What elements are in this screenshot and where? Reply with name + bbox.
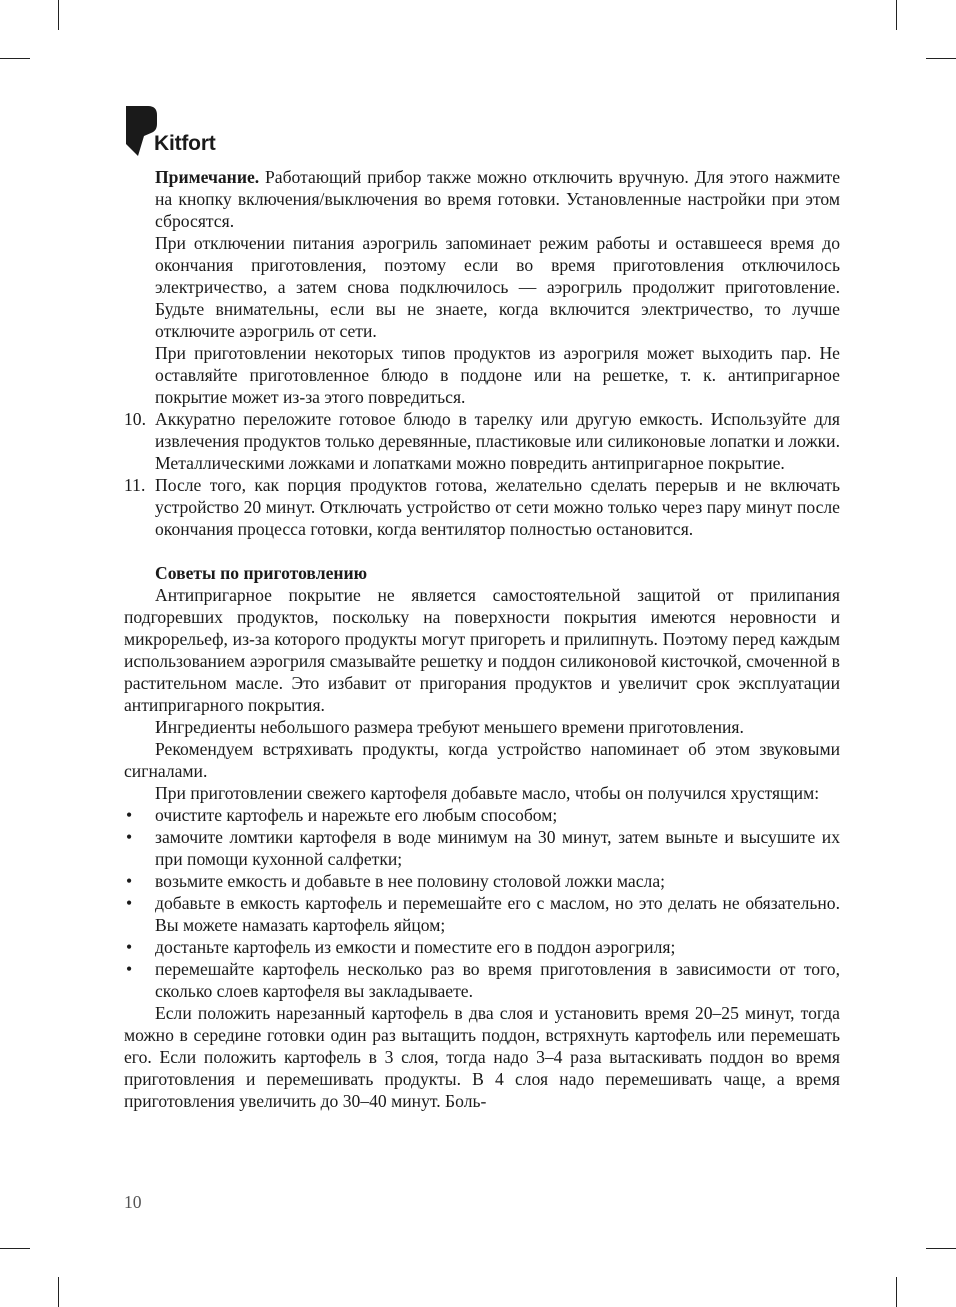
crop-mark — [58, 1277, 59, 1307]
crop-mark — [58, 0, 59, 30]
bullet-icon: • — [126, 893, 133, 913]
crop-mark — [926, 1248, 956, 1249]
bullet-text: перемешайте картофель несколько раз во время приготовления в зависимости от того, сколько слоев картофеля вы закладываете. — [155, 959, 840, 1001]
note-text: Работающий прибор также можно отключить вручную. Для этого нажмите на кнопку включения/выключения во время готовки. Установленные настройки при этом сбросятся. — [155, 167, 841, 231]
bullet-text: замочите ломтики картофеля в воде минимум на 30 минут, затем выньте и высушите их при помощи кухонной салфетки; — [155, 827, 840, 869]
bullet-item — [124, 804, 840, 826]
step-number: 10. — [124, 409, 146, 429]
section-paragraph: Если положить нарезанный картофель в два слоя и установить время 20–25 минут, тогда можно в середине готовки один раз вытащить поддон, встряхнуть картофель или перемешать его. Если положить картофель в 3 слоя, тогда надо 3–4 раза вытаскивать поддон во время приготовления и перемешивать продукты. В 4 слоя надо перемешивать чаще, а время приготовления увеличить до 30–40 минут. Боль- — [124, 1003, 840, 1111]
section-paragraph: Рекомендуем встряхивать продукты, когда устройство напоминает об этом звуковыми сигналами. — [124, 739, 840, 781]
bullet-item — [124, 958, 840, 1002]
section-paragraph: Ингредиенты небольшого размера требуют меньшего времени приготовления. — [155, 717, 744, 737]
section-paragraph: При приготовлении свежего картофеля добавьте масло, чтобы он получился хрустящим: — [155, 783, 820, 803]
step-item — [124, 408, 840, 474]
section-paragraph: Антипригарное покрытие не является самостоятельной защитой от прилипания подгоревших продуктов, поскольку на поверхности покрытия имеются неровности и микрорельеф, из-за которого продукты могут пригореть и прилипнуть. Поэтому перед каждым использованием аэрогриля смазывайте решетку и поддон силиконовой кисточкой, смоченной в растительном масле. Это избавит от пригорания продуктов и увеличит срок эксплуатации антипригарного покрытия. — [124, 585, 840, 715]
step-item — [124, 474, 840, 540]
document-body — [124, 166, 840, 1112]
bullet-text: возьмите емкость и добавьте в нее половину столовой ложки масла; — [155, 871, 666, 891]
crop-mark — [0, 1248, 30, 1249]
bullet-icon: • — [126, 937, 133, 957]
note-paragraph — [124, 166, 840, 232]
page-number: 10 — [124, 1192, 142, 1212]
paragraph: При отключении питания аэрогриль запоминает режим работы и оставшееся время до окончания приготовления, поэтому если во время приготовления отключилось электричество, а затем снова подключилось — аэрогриль продолжит приготовление. Будьте внимательны, если вы не знаете, когда включится электричество, то лучше отключите аэрогриль от сети. — [155, 233, 840, 341]
crop-mark — [896, 0, 897, 30]
step-text: После того, как порция продуктов готова, желательно сделать перерыв и не включать устройство 20 минут. Отключать устройство от сети можно только через пару минут после окончания процесса готовки, когда вентилятор полностью остановится. — [155, 475, 840, 539]
kitfort-logo-icon — [124, 104, 158, 156]
step-number: 11. — [124, 475, 146, 495]
section-heading: Советы по приготовлению — [155, 563, 368, 583]
bullet-icon: • — [126, 805, 133, 825]
crop-mark — [926, 58, 956, 59]
bullet-item — [124, 892, 840, 936]
brand-name: Kitfort — [154, 132, 216, 155]
paragraph: При приготовлении некоторых типов продуктов из аэрогриля может выходить пар. Не оставляйте приготовленное блюдо в поддоне или на решетке, т. к. антипригарное покрытие может из-за этого повредиться. — [155, 343, 840, 407]
bullet-text: очистите картофель и нарежьте его любым способом; — [155, 805, 558, 825]
crop-mark — [896, 1277, 897, 1307]
step-text: Аккуратно переложите готовое блюдо в тарелку или другую емкость. Используйте для извлечения продуктов только деревянные, пластиковые или силиконовые лопатки и ложки. Металлическими ложками и лопатками можно повредить антипригарное покрытие. — [155, 409, 840, 473]
bullet-icon: • — [126, 959, 133, 979]
bullet-item — [124, 826, 840, 870]
bullet-text: достаньте картофель из емкости и поместите его в поддон аэрогриля; — [155, 937, 676, 957]
bullet-icon: • — [126, 827, 133, 847]
bullet-icon: • — [126, 871, 133, 891]
note-label: Примечание. — [155, 167, 260, 187]
bullet-item — [124, 936, 840, 958]
crop-mark — [0, 58, 30, 59]
bullet-text: добавьте в емкость картофель и перемешайте его с маслом, но это делать не обязательно. Вы можете намазать картофель яйцом; — [155, 893, 840, 935]
brand-logo — [124, 104, 254, 160]
bullet-item — [124, 870, 840, 892]
